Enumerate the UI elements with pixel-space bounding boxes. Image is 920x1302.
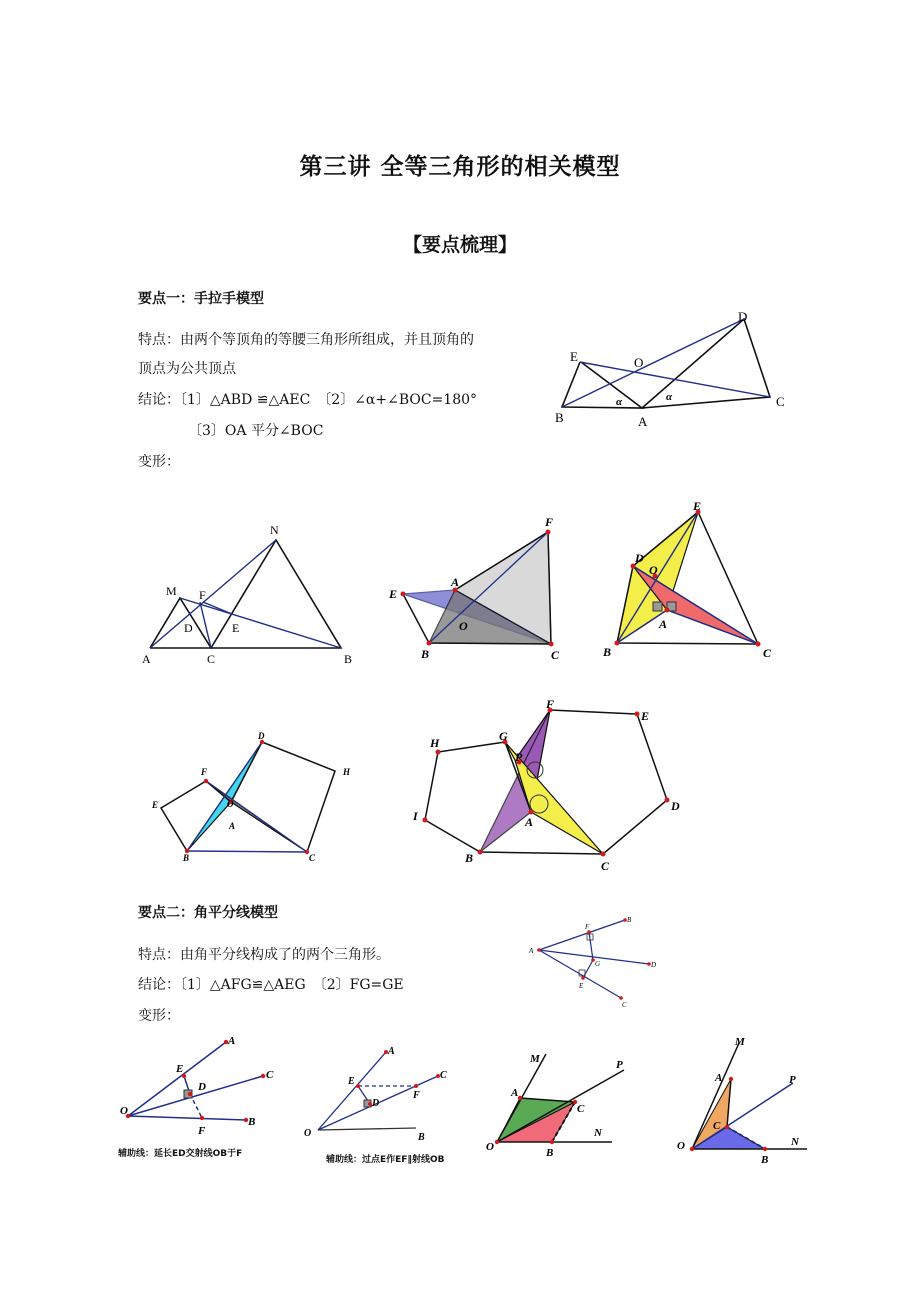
label-G: G xyxy=(499,729,508,743)
point1-conclusion-line1: 结论：〔1〕△ABD ≌△AEC 〔2〕∠α+∠BOC=180° xyxy=(138,392,478,408)
label-B: B xyxy=(248,1116,256,1128)
label-E: E xyxy=(693,499,702,513)
label-C: C xyxy=(776,394,785,409)
label-C: C xyxy=(577,1103,585,1115)
label-H: H xyxy=(430,736,440,750)
label-A: A xyxy=(659,617,668,631)
point2-heading: 要点二：角平分线模型 xyxy=(138,905,278,921)
label-B: B xyxy=(546,1147,554,1159)
point1-heading: 要点一：手拉手模型 xyxy=(138,291,264,307)
label-A: A xyxy=(451,575,460,589)
label-E: E xyxy=(579,982,584,990)
figure-bisector-variant-3 xyxy=(480,1048,630,1163)
label-M: M xyxy=(735,1036,745,1048)
label-N: N xyxy=(594,1127,602,1139)
caption-auxiliary-2: 辅助线：过点E作EF∥射线OB xyxy=(326,1155,445,1165)
label-E: E xyxy=(641,709,650,723)
label-N: N xyxy=(270,523,279,537)
label-A: A xyxy=(511,1087,519,1099)
label-P: P xyxy=(515,750,523,764)
label-I: I xyxy=(413,809,418,823)
label-M: M xyxy=(530,1053,540,1065)
label-alpha-2: α xyxy=(666,391,673,403)
label-C: C xyxy=(551,648,560,662)
label-A: A xyxy=(715,1072,723,1084)
label-D: D xyxy=(258,731,265,741)
label-C: C xyxy=(763,646,772,660)
point1-feature-line2: 顶点为公共顶点 xyxy=(138,361,236,377)
label-O: O xyxy=(649,563,658,577)
point2-variants-label: 变形： xyxy=(138,1008,180,1024)
label-F: F xyxy=(201,767,208,777)
point2-conclusion: 结论：〔1〕△AFG≌△AEG 〔2〕FG=GE xyxy=(138,977,404,993)
label-D: D xyxy=(651,961,657,969)
label-A: A xyxy=(638,414,648,429)
label-O: O xyxy=(634,355,644,370)
label-F: F xyxy=(413,1090,420,1101)
label-D: D xyxy=(635,551,644,565)
label-E: E xyxy=(348,1076,355,1087)
label-A: A xyxy=(388,1046,395,1057)
figure-bisector-variant-2 xyxy=(300,1040,450,1145)
label-O: O xyxy=(459,619,468,633)
label-A: A xyxy=(229,821,236,831)
label-G: G xyxy=(595,960,601,968)
label-H: H xyxy=(343,767,351,777)
label-E: E xyxy=(152,800,159,810)
label-F: F xyxy=(198,1125,206,1137)
label-C: C xyxy=(622,1001,627,1009)
label-B: B xyxy=(418,1132,425,1143)
label-B: B xyxy=(627,916,632,924)
point1-variants-label: 变形： xyxy=(138,454,180,470)
label-B: B xyxy=(603,645,612,659)
label-C: C xyxy=(266,1069,274,1081)
label-B: B xyxy=(465,851,474,865)
figure-variant-squares xyxy=(145,728,365,868)
figure-variant-yellow-red xyxy=(595,498,785,663)
label-D: D xyxy=(198,1081,206,1093)
label-C: C xyxy=(601,859,610,873)
label-P: P xyxy=(616,1059,623,1071)
label-M: M xyxy=(166,584,177,598)
label-D: D xyxy=(184,621,193,635)
figure-variant-shaded xyxy=(385,512,570,662)
label-O: O xyxy=(304,1128,312,1139)
section-heading: 【要点梳理】 xyxy=(402,234,517,256)
figure-bisector-variant-1 xyxy=(118,1032,288,1142)
label-F: F xyxy=(585,923,590,931)
figure-variant-pentagons xyxy=(405,700,695,875)
point1-conclusion-line2: 〔3〕OA 平分∠BOC xyxy=(188,423,324,439)
figure-bisector-main xyxy=(525,912,665,1012)
label-A: A xyxy=(529,947,534,955)
label-C: C xyxy=(309,853,316,863)
label-B: B xyxy=(344,652,353,666)
label-E: E xyxy=(232,621,240,635)
label-E: E xyxy=(389,587,398,601)
point2-feature: 特点：由角平分线构成了的两个三角形。 xyxy=(138,947,390,963)
label-A: A xyxy=(142,652,151,666)
label-F: F xyxy=(545,515,554,529)
label-O: O xyxy=(486,1141,494,1153)
label-B: B xyxy=(183,853,190,863)
label-A: A xyxy=(228,1035,236,1047)
label-C: C xyxy=(440,1070,447,1081)
label-F: F xyxy=(546,700,555,711)
label-B: B xyxy=(761,1154,769,1165)
label-P: P xyxy=(789,1074,796,1086)
label-E: E xyxy=(176,1063,184,1075)
label-D: D xyxy=(671,799,680,813)
label-A: A xyxy=(525,815,534,829)
label-O: O xyxy=(227,799,234,809)
label-N: N xyxy=(791,1136,799,1148)
label-E: E xyxy=(570,349,578,364)
figure-hand-model-main xyxy=(550,305,800,430)
label-B: B xyxy=(421,647,430,661)
label-D: D xyxy=(738,309,748,324)
figure-bisector-variant-4 xyxy=(675,1035,815,1165)
label-O: O xyxy=(120,1105,128,1117)
label-F: F xyxy=(199,588,206,602)
point1-feature-line1: 特点：由两个等顶角的等腰三角形所组成，并且顶角的 xyxy=(138,332,474,348)
label-alpha-1: α xyxy=(616,396,623,408)
label-D: D xyxy=(372,1098,380,1109)
caption-auxiliary-1: 辅助线：延长ED交射线OB于F xyxy=(118,1149,243,1159)
label-C: C xyxy=(713,1120,721,1132)
page-title: 第三讲 全等三角形的相关模型 xyxy=(299,154,621,180)
label-O: O xyxy=(677,1140,685,1152)
figure-variant-collinear xyxy=(138,518,363,668)
label-C: C xyxy=(207,652,216,666)
label-B: B xyxy=(555,410,564,425)
